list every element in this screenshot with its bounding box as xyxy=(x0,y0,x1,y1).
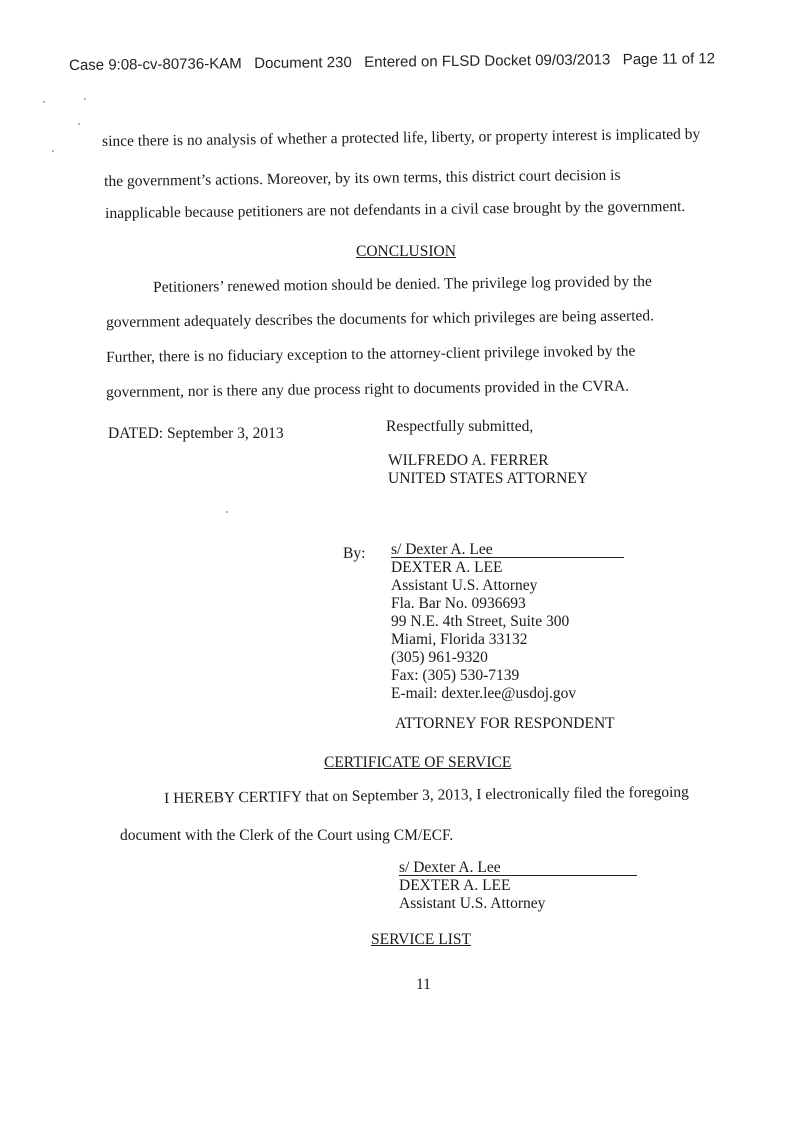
docket-entry: Entered on FLSD Docket 09/03/2013 xyxy=(364,51,611,71)
electronic-signature: s/ Dexter A. Lee xyxy=(391,542,624,558)
scan-speck xyxy=(43,101,45,103)
dated-line: DATED: September 3, 2013 xyxy=(108,425,284,442)
attorney-for: ATTORNEY FOR RESPONDENT xyxy=(395,715,615,732)
scan-speck xyxy=(84,98,86,100)
certificate-signer-name: DEXTER A. LEE xyxy=(399,877,511,894)
certificate-heading: CERTIFICATE OF SERVICE xyxy=(324,754,512,771)
paragraph-line: government adequately describes the documents for which privileges are being asserted. xyxy=(106,307,655,331)
bar-number: Fla. Bar No. 0936693 xyxy=(391,595,526,612)
certificate-signer-block xyxy=(399,877,545,913)
attorney-contact-block xyxy=(391,559,576,703)
paragraph-line: Further, there is no fiduciary exception to the attorney-client privilege invoked by the xyxy=(106,342,636,366)
paragraph-line: since there is no analysis of whether a protected life, liberty, or property interest is implicated by xyxy=(102,125,701,150)
respectfully-submitted: Respectfully submitted, xyxy=(386,418,534,435)
us-attorney-title: UNITED STATES ATTORNEY xyxy=(388,470,588,487)
scan-speck xyxy=(78,123,80,125)
us-attorney-block xyxy=(388,452,588,488)
certificate-line: I HEREBY CERTIFY that on September 3, 2013, I electronically filed the foregoing xyxy=(164,783,689,807)
by-label: By: xyxy=(343,545,366,562)
address-street: 99 N.E. 4th Street, Suite 300 xyxy=(391,613,570,630)
case-number: Case 9:08-cv-80736-KAM xyxy=(69,55,242,74)
scan-speck xyxy=(226,511,228,513)
us-attorney-name: WILFREDO A. FERRER xyxy=(388,452,549,469)
scan-speck xyxy=(52,150,54,152)
page-of: Page 11 of 12 xyxy=(622,50,716,69)
fax-number: Fax: (305) 530-7139 xyxy=(391,667,520,684)
phone-number: (305) 961-9320 xyxy=(391,649,488,666)
address-city: Miami, Florida 33132 xyxy=(391,631,528,648)
certificate-signer-title: Assistant U.S. Attorney xyxy=(399,895,546,912)
paragraph-line: Petitioners’ renewed motion should be denied. The privilege log provided by the xyxy=(153,272,652,296)
service-list-heading: SERVICE LIST xyxy=(371,931,471,948)
paragraph-line: inapplicable because petitioners are not defendants in a civil case brought by the government. xyxy=(105,197,686,222)
paragraph-line: government, nor is there any due process right to documents provided in the CVRA. xyxy=(106,377,630,401)
certificate-line: document with the Clerk of the Court using CM/ECF. xyxy=(120,827,454,844)
document-number: Document 230 xyxy=(254,54,352,73)
signature-line xyxy=(391,541,624,559)
docket-header xyxy=(69,50,715,74)
attorney-title: Assistant U.S. Attorney xyxy=(391,577,538,594)
paragraph-line: the government’s actions. Moreover, by its own terms, this district court decision is xyxy=(104,166,621,190)
certificate-signature-line xyxy=(399,859,637,877)
attorney-name: DEXTER A. LEE xyxy=(391,559,503,576)
page-number: 11 xyxy=(416,976,431,993)
conclusion-heading: CONCLUSION xyxy=(356,243,456,260)
email-address: E-mail: dexter.lee@usdoj.gov xyxy=(391,685,577,702)
certificate-electronic-signature: s/ Dexter A. Lee xyxy=(399,860,637,876)
